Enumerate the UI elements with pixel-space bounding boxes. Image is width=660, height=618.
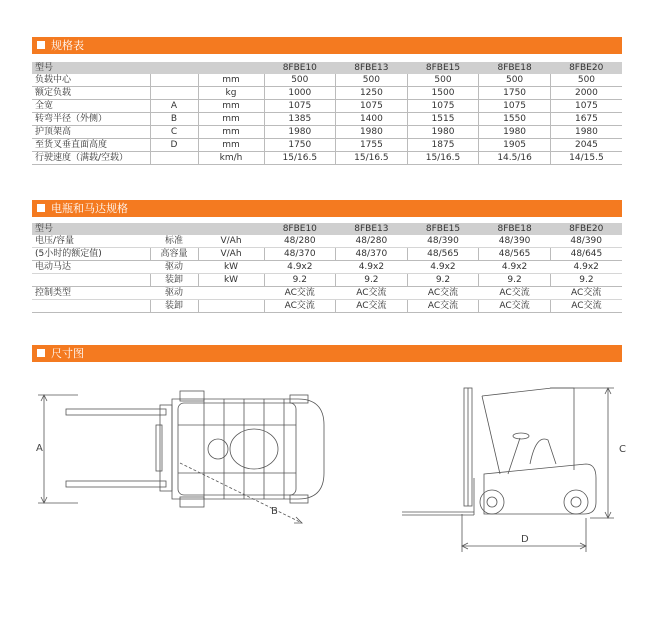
row-code (150, 152, 198, 165)
table-row (32, 74, 622, 87)
table-header-row (32, 62, 622, 74)
table-row (32, 113, 622, 126)
cell: 1980 (336, 126, 408, 139)
row-label: 额定负载 (32, 87, 150, 100)
cell: 1875 (407, 139, 479, 152)
fork-right (66, 481, 166, 487)
row-sub-label: 装卸 (150, 300, 198, 313)
table-row (32, 100, 622, 113)
cell: 500 (550, 74, 622, 87)
overhead-guard (482, 388, 574, 470)
cell: AC交流 (336, 300, 408, 313)
seat (230, 429, 278, 469)
row-unit: mm (198, 126, 264, 139)
cell: 1755 (336, 139, 408, 152)
cell: 4.9x2 (550, 261, 622, 274)
cell: 1750 (479, 87, 551, 100)
steering-column (508, 438, 520, 474)
section-square-icon (37, 349, 45, 357)
cell: 1400 (336, 113, 408, 126)
section-title: 尺寸图 (51, 347, 84, 360)
row-label: 控制类型 (32, 287, 150, 300)
cell: 9.2 (264, 274, 336, 287)
cell: 1980 (264, 126, 336, 139)
cell: AC交流 (550, 300, 622, 313)
cell: 1075 (479, 100, 551, 113)
cell: 500 (407, 74, 479, 87)
header-cell: 8FBE20 (550, 62, 622, 74)
header-cell: 8FBE15 (407, 223, 479, 235)
steering-wheel (208, 439, 228, 459)
row-label: 电压/容量 (32, 235, 150, 248)
row-label: 负载中心 (32, 74, 150, 87)
dimension-label-c: C (619, 444, 626, 455)
cell: AC交流 (264, 287, 336, 300)
dimension-label-b: B (271, 506, 278, 517)
row-unit: kW (198, 274, 264, 287)
row-code (150, 74, 198, 87)
rear-wheel (564, 490, 588, 514)
cell: AC交流 (264, 300, 336, 313)
cell: AC交流 (550, 287, 622, 300)
row-unit: mm (198, 100, 264, 113)
section-header-spec (32, 37, 622, 54)
cell: 1550 (479, 113, 551, 126)
row-note: (5小时的额定值) (32, 248, 150, 261)
cell: 1075 (336, 100, 408, 113)
row-label: 转弯半径（外侧） (32, 113, 150, 126)
cell: 15/16.5 (336, 152, 408, 165)
cell: AC交流 (479, 300, 551, 313)
truck-body (484, 464, 596, 514)
cell: 500 (479, 74, 551, 87)
header-cell: 8FBE10 (264, 62, 336, 74)
cell: 4.9x2 (336, 261, 408, 274)
row-unit: V/Ah (198, 248, 264, 261)
cell: 15/16.5 (264, 152, 336, 165)
dimension-label-a: A (36, 443, 43, 454)
table-row (32, 248, 622, 261)
cell: 1675 (550, 113, 622, 126)
row-unit: kW (198, 261, 264, 274)
wheel (180, 391, 204, 401)
cell: 4.9x2 (407, 261, 479, 274)
row-unit: mm (198, 139, 264, 152)
dimension-label-d: D (521, 534, 529, 545)
row-sub-label: 高容量 (150, 248, 198, 261)
cell: 48/370 (336, 248, 408, 261)
row-code: D (150, 139, 198, 152)
cell: 4.9x2 (479, 261, 551, 274)
cell: 4.9x2 (264, 261, 336, 274)
cell: 9.2 (550, 274, 622, 287)
cell: 9.2 (407, 274, 479, 287)
seat (530, 439, 556, 464)
forklift-top-view-diagram (28, 385, 358, 530)
cell: 48/390 (479, 235, 551, 248)
row-code: A (150, 100, 198, 113)
cell: 1385 (264, 113, 336, 126)
table-row (32, 87, 622, 100)
row-unit: mm (198, 113, 264, 126)
cell: 1980 (479, 126, 551, 139)
cell: 48/565 (407, 248, 479, 261)
header-cell: 型号 (32, 223, 150, 235)
row-code: B (150, 113, 198, 126)
cell: 9.2 (479, 274, 551, 287)
row-sub-label: 装卸 (150, 274, 198, 287)
table-row (32, 261, 622, 274)
cell: 1250 (336, 87, 408, 100)
header-cell: 8FBE18 (479, 223, 551, 235)
cell: 1980 (407, 126, 479, 139)
row-code (150, 87, 198, 100)
row-label: 电动马达 (32, 261, 150, 274)
header-cell: 型号 (32, 62, 150, 74)
cell: 48/565 (479, 248, 551, 261)
row-label: 至货叉垂直面高度 (32, 139, 150, 152)
cell: 1075 (264, 100, 336, 113)
cell: 1515 (407, 113, 479, 126)
cell: 15/16.5 (407, 152, 479, 165)
cell: 48/390 (550, 235, 622, 248)
section-square-icon (37, 204, 45, 212)
cell: 14/15.5 (550, 152, 622, 165)
row-unit: km/h (198, 152, 264, 165)
table-row (32, 235, 622, 248)
cell: 14.5/16 (479, 152, 551, 165)
cell: 1075 (407, 100, 479, 113)
cell: 1750 (264, 139, 336, 152)
table-header-row (32, 223, 622, 235)
cell: 48/280 (264, 235, 336, 248)
cell: 48/390 (407, 235, 479, 248)
section-header-battery (32, 200, 622, 217)
table-row (32, 152, 622, 165)
row-sub-label: 驱动 (150, 261, 198, 274)
table-row (32, 287, 622, 300)
cell: 1980 (550, 126, 622, 139)
table-row (32, 300, 622, 313)
cell: 48/280 (336, 235, 408, 248)
cell: AC交流 (336, 287, 408, 300)
fork-left (66, 409, 166, 415)
header-cell: 8FBE15 (407, 62, 479, 74)
cell: 1000 (264, 87, 336, 100)
cell: 500 (264, 74, 336, 87)
row-unit: kg (198, 87, 264, 100)
cell: AC交流 (407, 300, 479, 313)
cell: 1500 (407, 87, 479, 100)
header-cell: 8FBE10 (264, 223, 336, 235)
row-sub-label: 标准 (150, 235, 198, 248)
section-square-icon (37, 41, 45, 49)
spec-table (32, 62, 622, 165)
cell: 1905 (479, 139, 551, 152)
header-cell: 8FBE13 (336, 223, 408, 235)
row-unit: mm (198, 74, 264, 87)
steering-wheel (513, 433, 529, 439)
section-header-dimension (32, 345, 622, 362)
row-label: 护顶架高 (32, 126, 150, 139)
header-cell: 8FBE13 (336, 62, 408, 74)
cell: 1075 (550, 100, 622, 113)
cell: 48/645 (550, 248, 622, 261)
row-label: 行驶速度（满载/空载） (32, 152, 150, 165)
battery-table (32, 223, 622, 313)
row-code: C (150, 126, 198, 139)
section-title: 电瓶和马达规格 (51, 202, 128, 215)
row-label: 全宽 (32, 100, 150, 113)
cell: 2000 (550, 87, 622, 100)
cell: 500 (336, 74, 408, 87)
cell: AC交流 (407, 287, 479, 300)
header-cell: 8FBE18 (479, 62, 551, 74)
table-row (32, 274, 622, 287)
cell: 2045 (550, 139, 622, 152)
cell: 9.2 (336, 274, 408, 287)
row-unit: V/Ah (198, 235, 264, 248)
arrow-icon (294, 517, 302, 523)
table-row (32, 126, 622, 139)
truck-body (172, 399, 324, 499)
section-title: 规格表 (51, 39, 84, 52)
cell: 48/370 (264, 248, 336, 261)
wheel (180, 497, 204, 507)
cell: AC交流 (479, 287, 551, 300)
table-row (32, 139, 622, 152)
row-sub-label: 驱动 (150, 287, 198, 300)
forklift-side-view-diagram (400, 378, 630, 558)
header-cell: 8FBE20 (550, 223, 622, 235)
